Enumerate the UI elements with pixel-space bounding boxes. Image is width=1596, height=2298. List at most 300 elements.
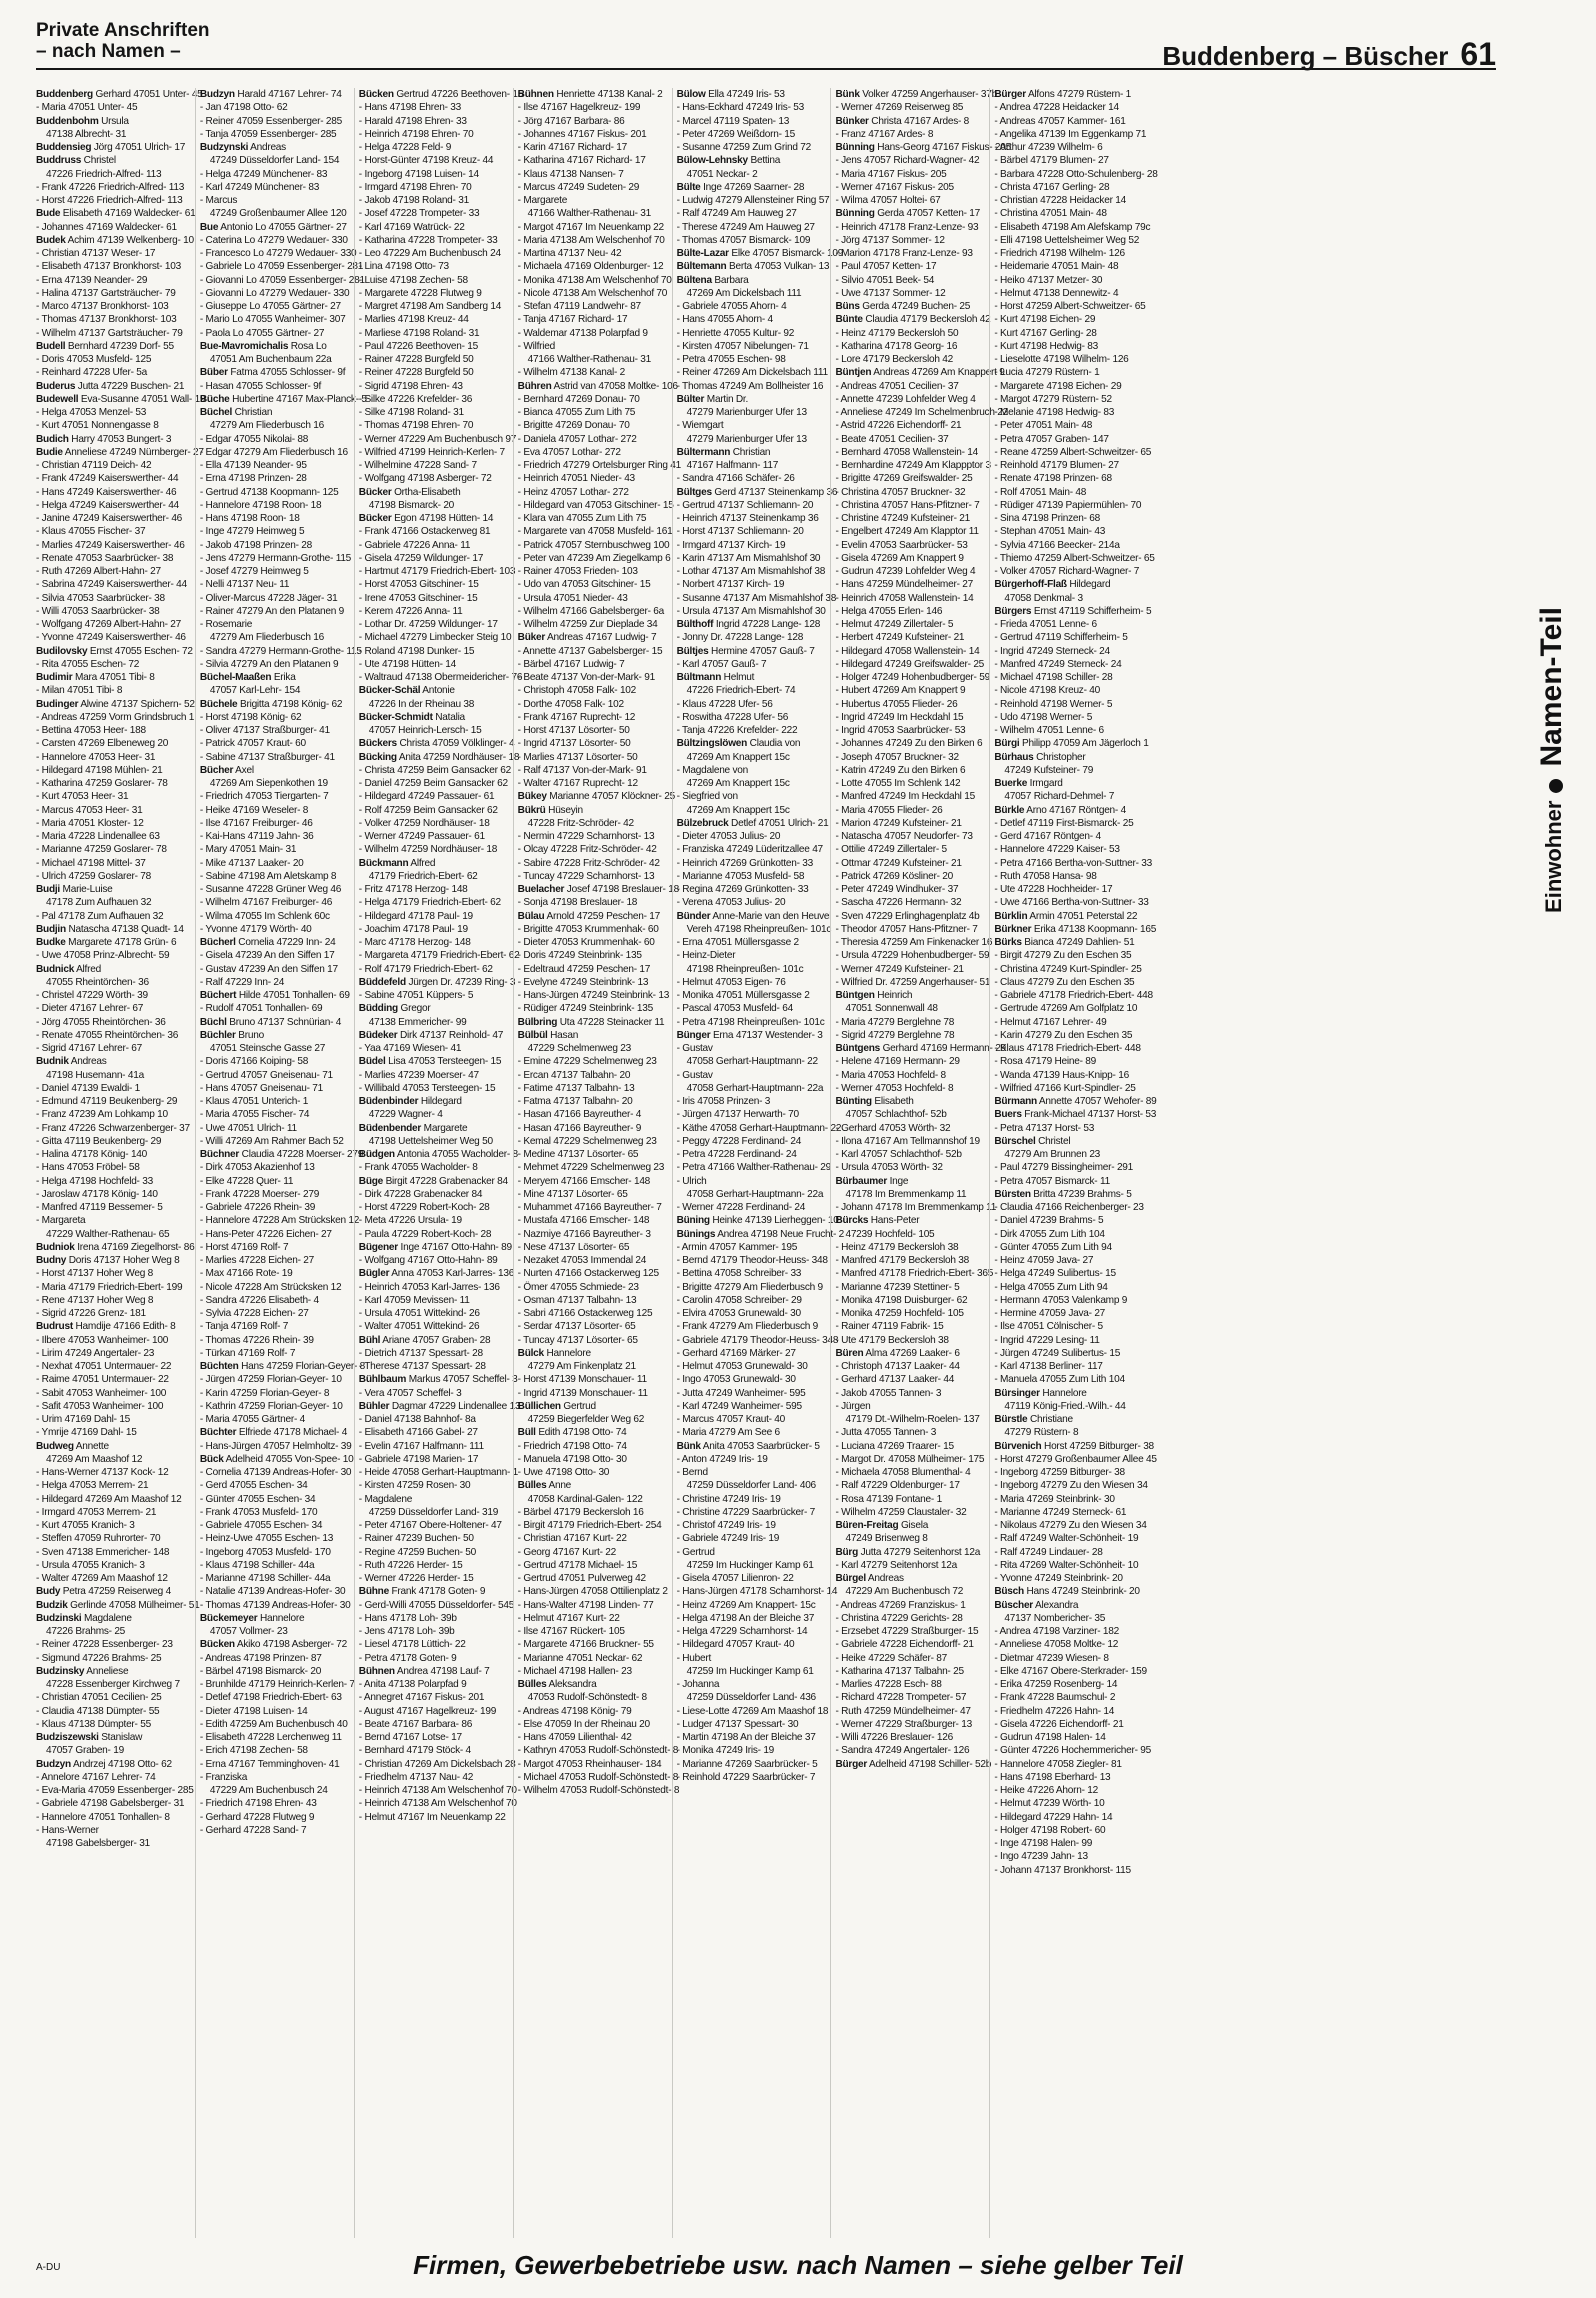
entry-text: - Petra 47055 Eschen- 98 bbox=[676, 354, 786, 365]
entry-text: - Gustav bbox=[676, 1069, 713, 1081]
directory-entry bbox=[994, 1320, 1143, 1333]
directory-entry bbox=[677, 1519, 826, 1532]
entry-text: - Ulrich bbox=[676, 1175, 707, 1187]
surname: Büchert bbox=[199, 990, 237, 1001]
entry-text: - Manfred 47119 Bessemer- 5 bbox=[36, 1202, 163, 1213]
entry-text: - Iris 47058 Prinzen- 3 bbox=[676, 1096, 771, 1107]
entry-text: - Nezaket 47053 Immendal 24 bbox=[517, 1255, 647, 1266]
directory-entry bbox=[994, 896, 1149, 909]
directory-entry bbox=[36, 1042, 190, 1055]
entry-text: - Petra 47137 Horst- 53 bbox=[994, 1122, 1095, 1134]
directory-entry bbox=[677, 843, 826, 856]
entry-text: - Lothar 47137 Am Mismahlshof 38 bbox=[676, 566, 826, 577]
directory-entry bbox=[359, 221, 508, 234]
entry-text: Hans-Peter bbox=[870, 1215, 920, 1227]
directory-entry bbox=[200, 1493, 349, 1506]
entry-text: - Horst 47053 Gitschiner- 15 bbox=[358, 579, 479, 591]
directory-entry bbox=[200, 1705, 349, 1718]
entry-text: - Dieter 47167 Lehrer- 67 bbox=[36, 1003, 144, 1015]
directory-entry bbox=[36, 1678, 190, 1691]
entry-text: - Monika 47249 Iris- 19 bbox=[676, 1745, 775, 1757]
entry-text: 47051 Neckar- 2 bbox=[686, 168, 758, 180]
entry-text: - Nelli 47137 Neu- 11 bbox=[199, 579, 290, 591]
directory-entry bbox=[359, 1771, 508, 1784]
directory-entry bbox=[36, 949, 190, 962]
directory-entry bbox=[994, 1108, 1157, 1121]
directory-entry bbox=[677, 393, 826, 406]
directory-entry bbox=[358, 671, 523, 684]
directory-entry bbox=[835, 949, 990, 962]
directory-entry bbox=[518, 565, 667, 578]
directory-entry bbox=[835, 353, 984, 366]
directory-entry bbox=[994, 817, 1143, 830]
entry-text: - Marlies 47228 Eichen- 27 bbox=[199, 1255, 315, 1266]
directory-entry bbox=[359, 1228, 508, 1241]
entry-text: - Günter 47226 Hochemmericher- 95 bbox=[994, 1745, 1152, 1757]
directory-entry bbox=[835, 857, 984, 870]
directory-entry bbox=[200, 896, 349, 909]
entry-text: - Lothar Dr. 47259 Wildunger- 17 bbox=[358, 619, 498, 630]
entry-text: Hildegard bbox=[1069, 579, 1111, 591]
entry-text: - Gerd-Willi 47055 Düsseldorfer- 545 bbox=[358, 1599, 515, 1611]
entry-text: - Nicole 47198 Kreuz- 40 bbox=[994, 685, 1100, 697]
directory-entry bbox=[359, 1188, 508, 1201]
entry-text: - Ingo 47053 Grunewald- 30 bbox=[676, 1374, 796, 1386]
directory-entry bbox=[518, 605, 667, 618]
directory-entry bbox=[200, 1691, 349, 1704]
entry-text: - Marcus 47053 Heer- 31 bbox=[36, 804, 143, 816]
entry-text: - Gisela 47239 An den Siffen 17 bbox=[199, 950, 335, 962]
entry-text: - Thomas 47137 Bronkhorst- 103 bbox=[36, 314, 177, 326]
directory-entry bbox=[36, 1771, 190, 1784]
entry-text: - Thomas 47198 Ehren- 70 bbox=[358, 420, 474, 432]
entry-text: - Annette 47137 Gabelsberger- 15 bbox=[517, 645, 663, 657]
directory-entry bbox=[835, 1758, 992, 1771]
entry-text: 47226 Friedrich-Ebert- 74 bbox=[686, 685, 796, 697]
directory-entry bbox=[200, 1082, 349, 1095]
entry-text: - Wilhelm 47166 Gabelsberger- 6a bbox=[517, 605, 664, 617]
entry-text: - Jürgen 47259 Florian-Geyer- 10 bbox=[199, 1374, 342, 1386]
entry-text: - Jürgen 47137 Herwarth- 70 bbox=[676, 1109, 799, 1121]
entry-text: - Kurt 47167 Gerling- 28 bbox=[994, 327, 1097, 339]
directory-entry bbox=[518, 817, 667, 830]
entry-text: Gerhard 47169 Hermann- 29 bbox=[882, 1043, 1006, 1054]
directory-entry bbox=[835, 380, 984, 393]
directory-entry bbox=[358, 433, 517, 446]
directory-entry bbox=[36, 1360, 190, 1373]
entry-text: - Marliese 47198 Roland- 31 bbox=[358, 327, 480, 339]
entry-text: - Wilhelmine 47228 Sand- 7 bbox=[358, 460, 477, 471]
entry-text: - Anneliese 47249 Im Schelmenbruch 22 bbox=[835, 407, 1009, 418]
entry-text: - Kurt 47053 Heer- 31 bbox=[36, 791, 129, 803]
entry-text: Hilde 47051 Tonhallen- 69 bbox=[238, 990, 350, 1001]
directory-entry bbox=[518, 88, 667, 101]
entry-text: - Gertrud 47137 Schliemann- 20 bbox=[676, 499, 814, 511]
directory-entry bbox=[359, 936, 508, 949]
entry-text: - Kurt 47051 Nonnengasse 8 bbox=[36, 420, 159, 432]
entry-text: - Klaus 47055 Fischer- 37 bbox=[36, 526, 146, 538]
entry-text: - Nazmiye 47166 Bayreuther- 3 bbox=[517, 1228, 651, 1240]
directory-entry bbox=[200, 777, 349, 790]
directory-entry bbox=[835, 618, 984, 631]
entry-text: - Bärbel 47167 Ludwig- 7 bbox=[517, 658, 625, 670]
directory-entry bbox=[994, 1705, 1143, 1718]
entry-text: Akiko 47198 Asberger- 72 bbox=[236, 1639, 348, 1651]
directory-entry bbox=[36, 963, 190, 976]
entry-text: - Hans-Walter 47198 Linden- 77 bbox=[517, 1599, 654, 1611]
entry-text: 47178 Im Bremmenkamp 11 bbox=[845, 1188, 967, 1200]
directory-entry bbox=[518, 300, 667, 313]
entry-text: - Ralf 47249 Walter-Schönheit- 19 bbox=[994, 1533, 1139, 1545]
entry-text: - Helmut 47239 Wörth- 10 bbox=[994, 1798, 1105, 1810]
entry-text: Christiane bbox=[1029, 1414, 1073, 1425]
entry-text: - Bianca 47055 Zum Lith 75 bbox=[517, 407, 636, 418]
entry-text: - Kai-Hans 47119 Jahn- 36 bbox=[199, 831, 314, 842]
entry-text: - Lucia 47279 Rüstern- 1 bbox=[994, 367, 1100, 379]
directory-entry bbox=[994, 287, 1143, 300]
directory-entry bbox=[199, 1678, 355, 1691]
entry-text: - Reinhold 47179 Blumen- 27 bbox=[994, 460, 1119, 471]
entry-text: 47239 Hochfeld- 105 bbox=[845, 1228, 935, 1240]
surname: Budziszewski bbox=[36, 1732, 99, 1743]
surname: Bühne bbox=[358, 1586, 389, 1598]
directory-entry bbox=[36, 1493, 190, 1506]
entry-text: - Rita 47269 Walter-Schönheit- 10 bbox=[994, 1559, 1139, 1571]
entry-text: - Franz 47167 Ardes- 8 bbox=[835, 128, 934, 140]
entry-text: - Uwe 47051 Ulrich- 11 bbox=[199, 1122, 297, 1134]
directory-entry bbox=[36, 446, 204, 459]
directory-entry bbox=[199, 645, 362, 658]
directory-entry bbox=[358, 1784, 517, 1797]
directory-entry bbox=[200, 1559, 349, 1572]
entry-text: - Detlef 47119 First-Bismarck- 25 bbox=[994, 817, 1134, 829]
directory-entry bbox=[677, 671, 826, 684]
entry-text: Christa 47167 Ardes- 8 bbox=[871, 115, 970, 127]
directory-entry bbox=[994, 804, 1143, 817]
directory-entry bbox=[676, 260, 830, 273]
entry-text: - Jakob 47198 Prinzen- 28 bbox=[199, 539, 313, 551]
entry-text: 47259 Biegerfelder Weg 62 bbox=[527, 1414, 645, 1425]
entry-text: Dagmar 47229 Lindenallee 13 bbox=[391, 1400, 521, 1412]
directory-entry bbox=[36, 1108, 190, 1121]
surname: Bünting bbox=[835, 1096, 872, 1107]
directory-entry bbox=[36, 552, 190, 565]
directory-entry bbox=[677, 207, 826, 220]
entry-text: - Hans 47198 Roon- 18 bbox=[199, 513, 300, 524]
directory-entry bbox=[359, 446, 508, 459]
entry-text: - Manfred 47249 Sterneck- 24 bbox=[994, 658, 1122, 670]
directory-entry bbox=[359, 1161, 508, 1174]
directory-entry bbox=[200, 380, 349, 393]
entry-text: - Rainer 47053 Frieden- 103 bbox=[517, 566, 638, 577]
directory-entry bbox=[359, 1334, 508, 1347]
entry-text: - Jutta 47249 Wanheimer- 595 bbox=[676, 1387, 806, 1399]
entry-text: Bettina bbox=[750, 155, 781, 167]
directory-entry bbox=[36, 1691, 190, 1704]
entry-text: - Hermine 47059 Java- 27 bbox=[994, 1308, 1106, 1319]
entry-text: - Johannes 47167 Fiskus- 201 bbox=[517, 128, 647, 140]
name-range: Buddenberg – Büscher bbox=[1162, 41, 1449, 71]
entry-text: - Helga 47249 Sulibertus- 15 bbox=[994, 1268, 1116, 1280]
entry-text: - Daniela 47057 Lothar- 272 bbox=[517, 433, 637, 445]
directory-entry bbox=[677, 1665, 826, 1678]
entry-text: - Heide 47058 Gerhart-Hauptmann- 1 bbox=[358, 1467, 519, 1478]
entry-text: - Rosemarie bbox=[199, 619, 253, 630]
directory-entry bbox=[835, 1281, 984, 1294]
entry-text: - Heidemarie 47051 Main- 48 bbox=[994, 261, 1119, 273]
entry-text: Hubertine 47167 Max-Planck- 5 bbox=[232, 393, 367, 405]
directory-entry bbox=[199, 247, 357, 260]
directory-entry bbox=[36, 168, 190, 181]
entry-text: - Wilhelm 47259 Zur Dieplade 34 bbox=[517, 619, 658, 630]
directory-entry bbox=[835, 1347, 984, 1360]
entry-text: Hildegard bbox=[420, 1096, 462, 1107]
entry-text: - Wilhelm 47138 Kanal- 2 bbox=[517, 367, 625, 379]
directory-entry bbox=[994, 1864, 1143, 1877]
entry-text: Gertrud bbox=[563, 1400, 596, 1412]
entry-text: 47178 Zum Aufhauen 32 bbox=[46, 897, 152, 909]
directory-entry bbox=[36, 1055, 190, 1068]
directory-entry bbox=[359, 1387, 508, 1400]
directory-entry bbox=[200, 578, 349, 591]
directory-entry bbox=[677, 1612, 826, 1625]
entry-text: - Marianne 47249 Sterneck- 61 bbox=[994, 1506, 1127, 1518]
directory-entry bbox=[835, 1175, 984, 1188]
entry-text: - Hans-Jürgen 47178 Scharnhorst- 14 bbox=[676, 1586, 838, 1598]
directory-entry bbox=[518, 1559, 667, 1572]
entry-text: 47279 Am Finkenplatz 21 bbox=[527, 1361, 636, 1372]
entry-text: - Ursula 47051 Nieder- 43 bbox=[517, 592, 628, 604]
directory-entry bbox=[994, 353, 1143, 366]
surname: Budzinski bbox=[36, 1612, 82, 1624]
directory-entry bbox=[36, 1254, 190, 1267]
entry-text: 47057 Graben- 19 bbox=[46, 1745, 124, 1757]
entry-text: Gerda 47249 Buchen- 25 bbox=[862, 301, 971, 312]
entry-text: - Sven 47138 Emmericher- 148 bbox=[36, 1546, 170, 1558]
directory-entry bbox=[518, 1360, 667, 1373]
entry-text: - Heinrich 47198 Ehren- 70 bbox=[358, 128, 474, 140]
directory-entry bbox=[835, 1294, 984, 1307]
directory-entry bbox=[518, 154, 667, 167]
directory-entry bbox=[36, 1718, 190, 1731]
directory-entry bbox=[518, 1493, 667, 1506]
directory-entry bbox=[994, 181, 1143, 194]
entry-text: - Reiner 47269 Am Dickelsbach 111 bbox=[676, 367, 828, 379]
directory-entry bbox=[517, 1744, 679, 1757]
directory-entry bbox=[36, 724, 190, 737]
surname: Bürstle bbox=[994, 1414, 1028, 1425]
entry-text: - Fritz 47178 Herzog- 148 bbox=[358, 884, 468, 895]
entry-text: - Monika 47259 Hochfeld- 105 bbox=[835, 1308, 964, 1319]
directory-entry bbox=[835, 1042, 1006, 1055]
entry-text: Andrzej 47198 Otto- 62 bbox=[72, 1758, 172, 1770]
directory-entry bbox=[677, 433, 826, 446]
directory-entry bbox=[200, 353, 349, 366]
directory-entry bbox=[835, 645, 984, 658]
directory-entry bbox=[200, 790, 349, 803]
directory-entry bbox=[200, 1334, 349, 1347]
directory-entry bbox=[200, 618, 349, 631]
directory-entry bbox=[994, 1161, 1143, 1174]
entry-text: Hans 47249 Steinbrink- 20 bbox=[1026, 1586, 1140, 1598]
entry-text: - Theresia 47259 Am Finkenacker 16 bbox=[835, 937, 993, 948]
entry-text: - Reinhold 47229 Saarbrücker- 7 bbox=[676, 1771, 816, 1783]
entry-text: - Reinhold 47198 Werner- 5 bbox=[994, 698, 1113, 710]
entry-text: - Horst 47137 Schliemann- 20 bbox=[676, 526, 804, 538]
directory-entry bbox=[835, 923, 984, 936]
entry-text: Anita 47053 Saarbrücker- 5 bbox=[702, 1440, 820, 1452]
directory-entry bbox=[994, 260, 1143, 273]
entry-text: - Sonja 47198 Breslauer- 18 bbox=[517, 897, 638, 909]
entry-text: - Roland 47198 Dunker- 15 bbox=[358, 645, 475, 657]
entry-text: - Herbert 47249 Kufsteiner- 21 bbox=[835, 632, 965, 644]
directory-entry bbox=[36, 618, 190, 631]
directory-entry bbox=[200, 459, 349, 472]
directory-entry bbox=[677, 406, 826, 419]
directory-entry bbox=[676, 1334, 839, 1347]
section-title-line2: – nach Namen – bbox=[36, 41, 181, 62]
directory-entry bbox=[359, 287, 508, 300]
directory-entry bbox=[359, 1744, 508, 1757]
surname: Bülter bbox=[676, 393, 705, 405]
surname: Büber bbox=[199, 367, 228, 379]
entry-text: - Kathrin 47259 Florian-Geyer- 10 bbox=[199, 1400, 343, 1412]
entry-text: - Ilona 47167 Am Tellmannshof 19 bbox=[835, 1135, 980, 1147]
entry-text: - Elisabeth 47166 Gabel- 27 bbox=[358, 1427, 478, 1439]
directory-entry bbox=[36, 1585, 190, 1598]
entry-text: - Christof 47249 Iris- 19 bbox=[676, 1520, 776, 1531]
entry-text: - Kurt 47055 Kranich- 3 bbox=[36, 1520, 135, 1531]
directory-entry bbox=[359, 1559, 508, 1572]
directory-entry bbox=[835, 1108, 984, 1121]
entry-text: - Norbert 47137 Kirch- 19 bbox=[676, 579, 785, 591]
directory-entry bbox=[359, 1652, 508, 1665]
directory-entry bbox=[677, 1267, 826, 1280]
directory-entry bbox=[359, 486, 508, 499]
entry-text: - Wilma 47055 Im Schlenk 60c bbox=[199, 910, 330, 922]
entry-text: - Wiemgart bbox=[676, 420, 724, 432]
directory-entry bbox=[835, 896, 984, 909]
entry-text: - Gisela 47269 Am Knappert 9 bbox=[835, 552, 964, 564]
directory-entry bbox=[199, 1466, 352, 1479]
entry-text: - Edgar 47279 Am Fliederbusch 16 bbox=[199, 446, 348, 458]
entry-text: - Nurten 47166 Ostackerweg 125 bbox=[517, 1268, 659, 1280]
entry-text: - Muhammet 47166 Bayreuther- 7 bbox=[517, 1202, 662, 1213]
surname: Buddruss bbox=[36, 155, 82, 167]
directory-entry bbox=[677, 1758, 826, 1771]
directory-entry bbox=[200, 115, 349, 128]
directory-entry bbox=[835, 1254, 984, 1267]
side-tab bbox=[1522, 607, 1582, 913]
entry-text: - Karl 47059 Mevissen- 11 bbox=[358, 1294, 470, 1306]
directory-entry bbox=[359, 406, 508, 419]
entry-text: - Verena 47053 Julius- 20 bbox=[676, 897, 786, 909]
entry-text: - Friedrich 47198 Otto- 74 bbox=[517, 1440, 627, 1452]
directory-entry bbox=[36, 1095, 190, 1108]
entry-text: - Ömer 47055 Schmiede- 23 bbox=[517, 1281, 639, 1293]
directory-entry bbox=[677, 883, 826, 896]
entry-text: - Wilhelm 47051 Lenne- 6 bbox=[994, 725, 1104, 736]
directory-entry bbox=[359, 1519, 508, 1532]
directory-entry bbox=[518, 1135, 667, 1148]
entry-text: - Edgar 47055 Nikolai- 88 bbox=[199, 433, 309, 445]
entry-text: - Elvira 47053 Grunewald- 30 bbox=[676, 1308, 801, 1319]
directory-entry bbox=[835, 1678, 984, 1691]
entry-text: - Wilfried bbox=[517, 340, 555, 352]
entry-text: - Rainer 47119 Fabrik- 15 bbox=[835, 1321, 944, 1333]
directory-entry bbox=[359, 1532, 508, 1545]
entry-text: - Johannes 47249 Zu den Birken 6 bbox=[835, 738, 983, 750]
entry-text: Hamdije 47166 Edith- 8 bbox=[75, 1321, 176, 1333]
directory-entry bbox=[994, 1691, 1143, 1704]
directory-entry bbox=[518, 764, 667, 777]
directory-entry bbox=[994, 578, 1143, 591]
entry-text: - Gerd 47055 Eschen- 34 bbox=[199, 1480, 308, 1492]
entry-text: - Heinz 47059 Java- 27 bbox=[994, 1255, 1094, 1266]
entry-text: - Bärbel 47179 Beckersloh 16 bbox=[517, 1506, 644, 1518]
directory-entry bbox=[36, 1797, 190, 1810]
entry-text: - Nermin 47229 Scharnhorst- 13 bbox=[517, 831, 655, 842]
entry-text: Antonia 47055 Wacholder- 8 bbox=[396, 1149, 518, 1160]
entry-text: 47269 Am Knappert 15c bbox=[686, 751, 790, 763]
directory-entry bbox=[200, 287, 349, 300]
directory-entry bbox=[200, 976, 349, 989]
entry-text: - Manuela 47198 Otto- 30 bbox=[517, 1453, 627, 1465]
entry-text: - Maria 47055 Flieder- 26 bbox=[835, 804, 943, 816]
entry-text: - Willi 47269 Am Rahmer Bach 52 bbox=[199, 1135, 344, 1147]
directory-entry bbox=[677, 1148, 826, 1161]
directory-entry bbox=[518, 1281, 667, 1294]
surname: Budilovsky bbox=[36, 645, 88, 657]
entry-text: - Giuseppe Lo 47055 Gärtner- 27 bbox=[199, 301, 341, 312]
directory-entry bbox=[200, 1731, 349, 1744]
entry-text: - Heinrich 47178 Franz-Lenze- 93 bbox=[835, 221, 979, 233]
entry-text: - Horst 47226 Friedrich-Alfred- 113 bbox=[36, 195, 183, 206]
directory-entry bbox=[994, 419, 1143, 432]
directory-entry bbox=[677, 1453, 826, 1466]
entry-text: - Jörg 47137 Sommer- 12 bbox=[835, 234, 945, 246]
directory-entry bbox=[200, 1784, 349, 1797]
directory-entry bbox=[200, 1241, 349, 1254]
entry-text: - Rainer 47279 An den Platanen 9 bbox=[199, 605, 344, 617]
directory-entry bbox=[677, 751, 826, 764]
directory-entry bbox=[994, 274, 1143, 287]
entry-text: - Fatma 47137 Talbahn- 20 bbox=[517, 1096, 633, 1107]
directory-entry bbox=[994, 1850, 1143, 1863]
entry-text: Ella 47249 Iris- 53 bbox=[708, 89, 785, 100]
directory-entry bbox=[200, 1612, 349, 1625]
entry-text: Alma 47269 Laaker- 6 bbox=[865, 1347, 960, 1359]
directory-entry bbox=[994, 499, 1143, 512]
entry-text: 47179 Dt.-Wilhelm-Roelen- 137 bbox=[845, 1414, 980, 1425]
directory-entry bbox=[359, 1625, 508, 1638]
directory-entry bbox=[36, 194, 190, 207]
directory-entry bbox=[36, 1426, 190, 1439]
entry-text: - Sandra 47226 Elisabeth- 4 bbox=[199, 1294, 319, 1306]
entry-text: - Ursula 47229 Hohenbudberger- 59 bbox=[835, 950, 990, 962]
entry-text: Andreas bbox=[867, 1573, 904, 1584]
entry-text: - Christina 47057 Bruckner- 32 bbox=[835, 486, 966, 498]
directory-entry bbox=[36, 764, 190, 777]
directory-entry bbox=[677, 1691, 826, 1704]
directory-entry bbox=[835, 221, 984, 234]
entry-text: - Claus 47279 Zu den Eschen 35 bbox=[994, 976, 1135, 988]
entry-text: - Johann 47178 Im Bremmenkamp 11 bbox=[835, 1202, 997, 1213]
directory-columns bbox=[36, 88, 1466, 2238]
directory-entry bbox=[359, 923, 508, 936]
directory-entry bbox=[359, 141, 508, 154]
directory-entry bbox=[518, 1532, 667, 1545]
